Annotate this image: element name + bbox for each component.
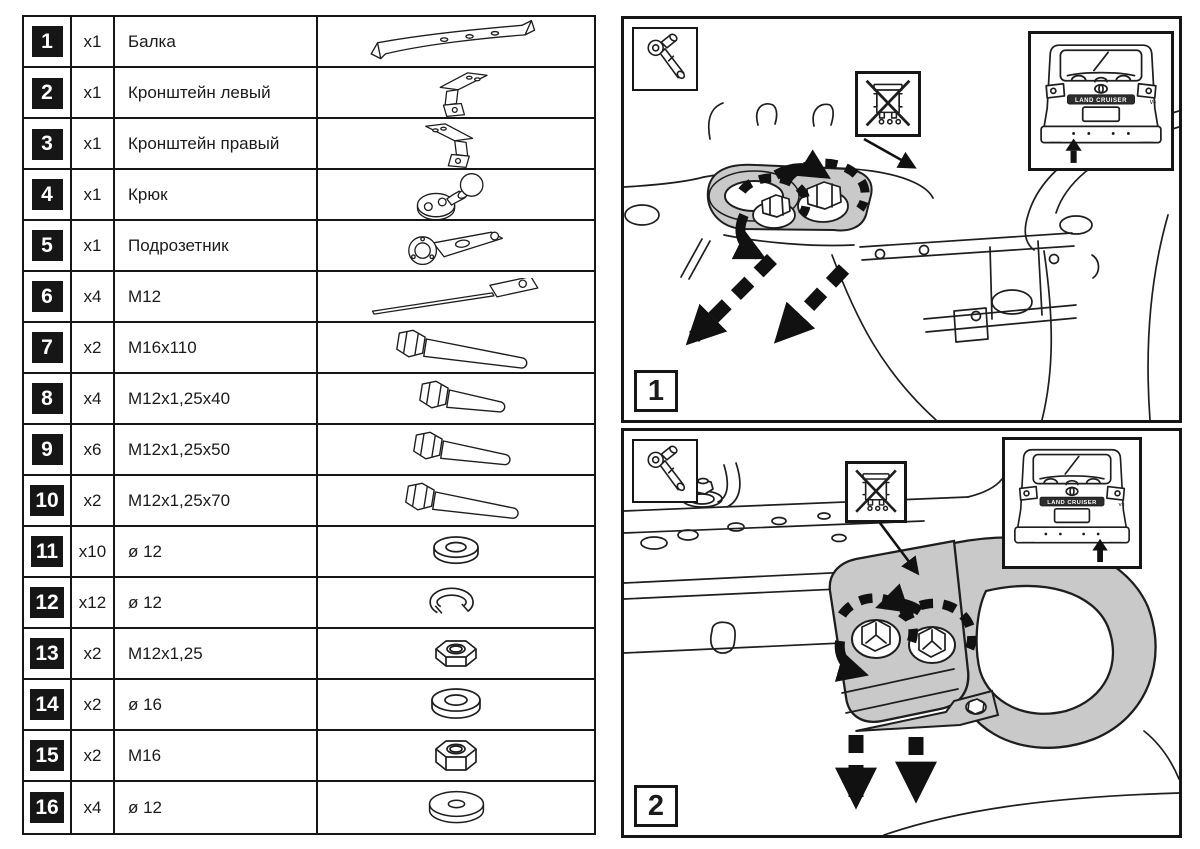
- part-illustration: [318, 272, 594, 321]
- part-illustration: [318, 782, 594, 833]
- bracket-right-icon: [408, 119, 505, 169]
- part-quantity: x2: [72, 731, 115, 780]
- part-number-badge: 9: [32, 434, 63, 465]
- removal-arrows: [694, 259, 844, 337]
- part-illustration: [318, 323, 594, 372]
- part-number-badge: 15: [30, 740, 63, 771]
- table-row: [24, 527, 594, 578]
- part-number-badge: 7: [32, 332, 63, 363]
- part-number-badge: 5: [32, 230, 63, 261]
- table-row: [24, 476, 594, 527]
- table-row: [24, 68, 594, 119]
- part-number-badge: 14: [30, 689, 63, 720]
- washer-12-icon: [430, 533, 482, 569]
- part-quantity: x4: [72, 374, 115, 423]
- ball-hook-icon: [402, 171, 510, 219]
- table-row: [24, 119, 594, 170]
- ratchet-wrench-icon: [637, 32, 693, 86]
- table-row: [24, 629, 594, 680]
- tool-inset: [632, 27, 698, 91]
- step-number: 1: [647, 374, 665, 407]
- part-number-badge: 13: [30, 638, 63, 669]
- part-quantity: x2: [72, 629, 115, 678]
- part-name: M16: [115, 731, 318, 780]
- table-row: [24, 425, 594, 476]
- step-number-badge: [634, 370, 678, 412]
- ratchet-wrench-icon: [637, 444, 693, 498]
- part-quantity: x2: [72, 680, 115, 729]
- part-name: ø 12: [115, 527, 318, 576]
- part-illustration: [318, 425, 594, 474]
- part-quantity: x1: [72, 221, 115, 270]
- part-name: Балка: [115, 17, 318, 66]
- part-number-badge: 6: [32, 281, 63, 312]
- part-name: Кронштейн правый: [115, 119, 318, 169]
- bracket-left-icon: [408, 68, 505, 118]
- washer-wide-12-icon: [426, 788, 487, 828]
- car-model-label: LAND CRUISER: [1074, 97, 1128, 105]
- table-row: [24, 731, 594, 782]
- part-quantity: x12: [72, 578, 115, 627]
- table-row: [24, 323, 594, 374]
- stud-m12-icon: [363, 278, 549, 316]
- car-engine-badge: V8: [1118, 502, 1125, 508]
- table-row: [24, 578, 594, 629]
- part-quantity: x10: [72, 527, 115, 576]
- part-quantity: x1: [72, 170, 115, 219]
- part-name: M12x1,25x40: [115, 374, 318, 423]
- car-engine-badge: V8: [1149, 100, 1156, 107]
- part-number-badge: 4: [32, 179, 63, 210]
- part-quantity: x4: [72, 272, 115, 321]
- discarded-part-icon: [851, 467, 901, 517]
- part-illustration: [318, 170, 594, 219]
- part-illustration: [318, 629, 594, 678]
- part-number-badge: 12: [30, 587, 63, 618]
- part-illustration: [318, 731, 594, 780]
- part-illustration: [318, 17, 594, 66]
- spring-washer-12-icon: [423, 585, 489, 621]
- part-quantity: x2: [72, 476, 115, 525]
- part-illustration: [318, 374, 594, 423]
- bolt-m12x50-icon: [395, 428, 517, 472]
- part-name: M12x1,25x70: [115, 476, 318, 525]
- part-name: ø 12: [115, 578, 318, 627]
- removal-arrows: [856, 735, 916, 797]
- bolt-m12x70-icon: [387, 479, 526, 523]
- part-quantity: x1: [72, 17, 115, 66]
- step-number: 2: [647, 789, 665, 822]
- socket-plate-icon: [395, 223, 518, 269]
- part-number-badge: 16: [30, 792, 63, 823]
- part-number-badge: 10: [30, 485, 63, 516]
- table-row: [24, 680, 594, 731]
- part-name: Подрозетник: [115, 221, 318, 270]
- table-row: [24, 221, 594, 272]
- part-quantity: x2: [72, 323, 115, 372]
- bolt-m16x110-icon: [378, 326, 534, 370]
- step-number-badge: [634, 785, 678, 827]
- part-number-badge: 2: [32, 78, 63, 109]
- part-quantity: x1: [72, 119, 115, 169]
- part-number-badge: 1: [32, 26, 63, 57]
- car-model-label: LAND CRUISER: [1047, 499, 1097, 506]
- tool-inset: [632, 439, 698, 503]
- table-row: [24, 374, 594, 425]
- table-row: [24, 782, 594, 833]
- part-illustration: [318, 680, 594, 729]
- parts-table: [22, 15, 596, 835]
- part-quantity: x1: [72, 68, 115, 118]
- pointer-arrow: [864, 139, 912, 166]
- discarded-part-icon: [861, 77, 915, 131]
- part-name: ø 12: [115, 782, 318, 833]
- nut-m16-icon: [421, 734, 491, 777]
- part-number-badge: 3: [32, 129, 63, 160]
- nut-m12-icon: [421, 634, 491, 673]
- beam-icon: [349, 19, 563, 65]
- part-illustration: [318, 68, 594, 118]
- part-number-badge: 11: [31, 536, 63, 567]
- washer-16-icon: [428, 685, 484, 724]
- part-illustration: [318, 119, 594, 169]
- step-panel-2: [621, 428, 1182, 838]
- part-quantity: x4: [72, 782, 115, 833]
- part-name: M12x1,25x50: [115, 425, 318, 474]
- car-rear-view: [1007, 442, 1137, 564]
- part-name: M16x110: [115, 323, 318, 372]
- part-name: M12: [115, 272, 318, 321]
- discard-inset: [855, 71, 921, 137]
- car-inset: [1002, 437, 1142, 569]
- table-row: [24, 170, 594, 221]
- step-panel-1: [621, 16, 1182, 423]
- car-inset: [1028, 31, 1174, 171]
- part-illustration: [318, 476, 594, 525]
- part-illustration: [318, 221, 594, 270]
- table-row: [24, 272, 594, 323]
- bolt-m12x40-icon: [401, 377, 512, 421]
- part-illustration: [318, 578, 594, 627]
- part-number-badge: 8: [32, 383, 63, 414]
- part-quantity: x6: [72, 425, 115, 474]
- discard-inset: [845, 461, 907, 523]
- part-illustration: [318, 527, 594, 576]
- part-name: Крюк: [115, 170, 318, 219]
- part-name: ø 16: [115, 680, 318, 729]
- part-name: M12x1,25: [115, 629, 318, 678]
- table-row: [24, 17, 594, 68]
- part-name: Кронштейн левый: [115, 68, 318, 118]
- car-rear-view: [1033, 36, 1169, 166]
